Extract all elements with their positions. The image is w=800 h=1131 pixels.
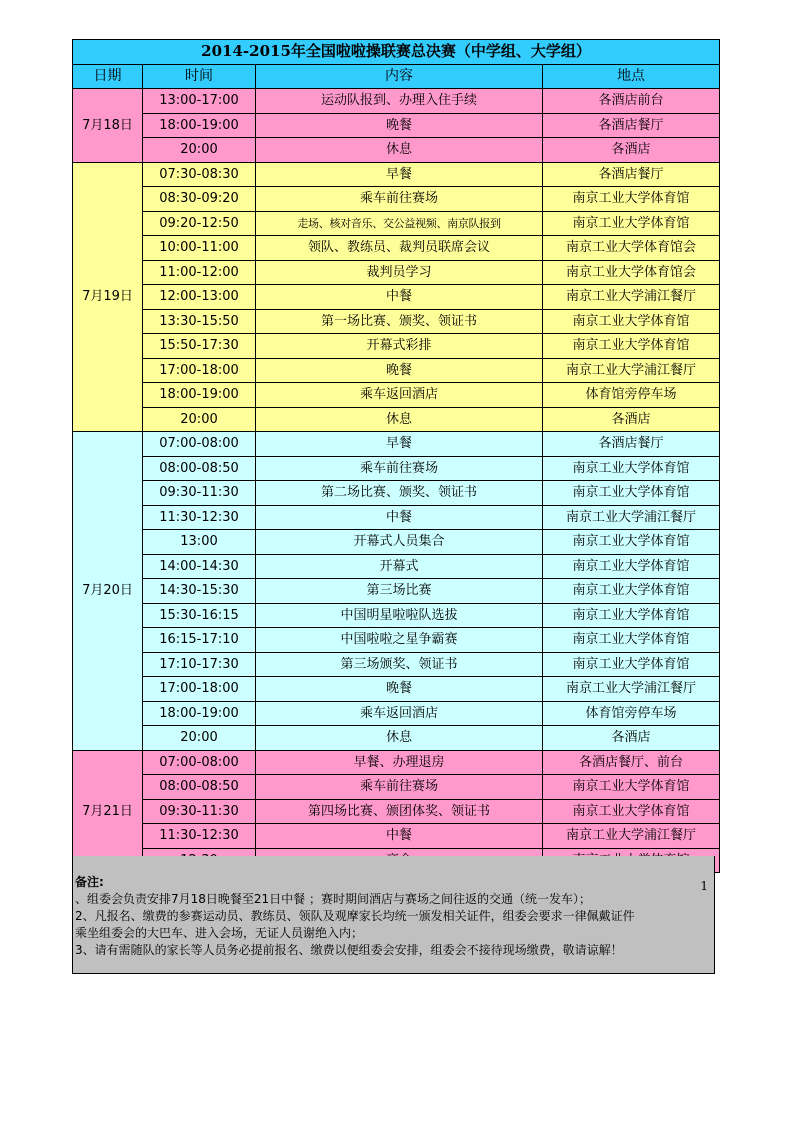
location-cell: 南京工业大学体育馆 xyxy=(543,628,720,653)
schedule-row xyxy=(73,579,720,604)
schedule-row xyxy=(73,799,720,824)
schedule-row xyxy=(73,677,720,702)
location-cell: 南京工业大学体育馆 xyxy=(543,481,720,506)
content-cell: 开幕式 xyxy=(256,554,543,579)
note-line: 2、凡报名、缴费的参赛运动员、教练员、领队及观摩家长均统一颁发相关证件，组委会要求一律佩戴证件 xyxy=(75,909,635,923)
sheet-title: 2014-2015年全国啦啦操联赛总决赛（中学组、大学组） xyxy=(73,40,720,65)
page-number: 1 xyxy=(700,879,708,893)
location-cell: 南京工业大学体育馆 xyxy=(543,456,720,481)
location-cell: 南京工业大学体育馆 xyxy=(543,211,720,236)
time-cell: 20:00 xyxy=(143,407,256,432)
schedule-row xyxy=(73,162,720,187)
time-cell: 13:30-15:50 xyxy=(143,309,256,334)
schedule-row xyxy=(73,701,720,726)
schedule-row xyxy=(73,236,720,261)
schedule-row xyxy=(73,726,720,751)
content-cell: 乘车返回酒店 xyxy=(256,383,543,408)
header-row xyxy=(73,64,720,89)
schedule-row xyxy=(73,358,720,383)
location-cell: 各酒店 xyxy=(543,726,720,751)
location-cell: 南京工业大学体育馆会 xyxy=(543,236,720,261)
schedule-row xyxy=(73,750,720,775)
time-cell: 08:00-08:50 xyxy=(143,775,256,800)
content-cell: 运动队报到、办理入住手续 xyxy=(256,89,543,114)
location-cell: 南京工业大学浦江餐厅 xyxy=(543,358,720,383)
location-cell: 各酒店餐厅 xyxy=(543,162,720,187)
time-cell: 11:30-12:30 xyxy=(143,505,256,530)
location-cell: 各酒店餐厅、前台 xyxy=(543,750,720,775)
content-cell: 早餐 xyxy=(256,432,543,457)
content-cell: 晚餐 xyxy=(256,113,543,138)
time-cell: 09:30-11:30 xyxy=(143,481,256,506)
location-cell: 南京工业大学体育馆 xyxy=(543,603,720,628)
location-cell: 各酒店餐厅 xyxy=(543,113,720,138)
header-time: 时间 xyxy=(143,64,256,89)
title-row xyxy=(73,40,720,65)
location-cell: 南京工业大学体育馆会 xyxy=(543,260,720,285)
notes-box xyxy=(72,856,715,974)
time-cell: 18:00-19:00 xyxy=(143,701,256,726)
schedule-row xyxy=(73,260,720,285)
location-cell: 体育馆旁停车场 xyxy=(543,383,720,408)
schedule-row xyxy=(73,285,720,310)
time-cell: 08:00-08:50 xyxy=(143,456,256,481)
location-cell: 南京工业大学体育馆 xyxy=(543,554,720,579)
content-cell: 休息 xyxy=(256,726,543,751)
time-cell: 20:00 xyxy=(143,726,256,751)
content-cell: 中餐 xyxy=(256,824,543,849)
note-line: 、组委会负责安排7月18日晚餐至21日中餐 ；赛时期间酒店与赛场之间往返的交通（统一发车）； xyxy=(75,892,591,906)
content-cell: 裁判员学习 xyxy=(256,260,543,285)
schedule-row xyxy=(73,138,720,163)
content-cell: 休息 xyxy=(256,407,543,432)
content-cell: 晚餐 xyxy=(256,358,543,383)
location-cell: 南京工业大学浦江餐厅 xyxy=(543,824,720,849)
header-date: 日期 xyxy=(73,64,143,89)
content-cell: 晚餐 xyxy=(256,677,543,702)
content-cell: 休息 xyxy=(256,138,543,163)
content-cell: 第四场比赛、颁团体奖、领证书 xyxy=(256,799,543,824)
date-cell: 7月19日 xyxy=(73,162,143,432)
time-cell: 07:30-08:30 xyxy=(143,162,256,187)
content-cell: 中餐 xyxy=(256,505,543,530)
time-cell: 09:20-12:50 xyxy=(143,211,256,236)
location-cell: 体育馆旁停车场 xyxy=(543,701,720,726)
location-cell: 南京工业大学体育馆 xyxy=(543,652,720,677)
content-cell: 中餐 xyxy=(256,285,543,310)
schedule-row xyxy=(73,89,720,114)
location-cell: 各酒店餐厅 xyxy=(543,432,720,457)
schedule-row xyxy=(73,113,720,138)
schedule-row xyxy=(73,211,720,236)
content-cell: 早餐 xyxy=(256,162,543,187)
time-cell: 17:10-17:30 xyxy=(143,652,256,677)
content-cell: 第三场颁奖、领证书 xyxy=(256,652,543,677)
schedule-row xyxy=(73,383,720,408)
time-cell: 14:30-15:30 xyxy=(143,579,256,604)
time-cell: 15:50-17:30 xyxy=(143,334,256,359)
content-cell: 第二场比赛、颁奖、领证书 xyxy=(256,481,543,506)
header-location: 地点 xyxy=(543,64,720,89)
location-cell: 各酒店前台 xyxy=(543,89,720,114)
time-cell: 13:00 xyxy=(143,530,256,555)
date-cell: 7月18日 xyxy=(73,89,143,163)
time-cell: 13:00-17:00 xyxy=(143,89,256,114)
notes-heading: 备注: xyxy=(75,875,104,889)
content-cell: 第一场比赛、颁奖、领证书 xyxy=(256,309,543,334)
schedule-row xyxy=(73,603,720,628)
content-cell: 走场、核对音乐、交公益视频、南京队报到 xyxy=(256,211,543,236)
schedule-row xyxy=(73,309,720,334)
time-cell: 07:00-08:00 xyxy=(143,750,256,775)
content-cell: 领队、教练员、裁判员联席会议 xyxy=(256,236,543,261)
location-cell: 南京工业大学体育馆 xyxy=(543,775,720,800)
content-cell: 开幕式人员集合 xyxy=(256,530,543,555)
content-cell: 乘车前往赛场 xyxy=(256,187,543,212)
schedule-row xyxy=(73,824,720,849)
location-cell: 各酒店 xyxy=(543,407,720,432)
date-cell: 7月21日 xyxy=(73,750,143,873)
location-cell: 南京工业大学体育馆 xyxy=(543,187,720,212)
content-cell: 乘车前往赛场 xyxy=(256,775,543,800)
schedule-row xyxy=(73,554,720,579)
time-cell: 17:00-18:00 xyxy=(143,358,256,383)
schedule-row xyxy=(73,652,720,677)
location-cell: 南京工业大学浦江餐厅 xyxy=(543,505,720,530)
schedule-row xyxy=(73,775,720,800)
content-cell: 乘车返回酒店 xyxy=(256,701,543,726)
header-content: 内容 xyxy=(256,64,543,89)
schedule-row xyxy=(73,407,720,432)
schedule-row xyxy=(73,334,720,359)
schedule-row xyxy=(73,187,720,212)
location-cell: 南京工业大学体育馆 xyxy=(543,799,720,824)
time-cell: 17:00-18:00 xyxy=(143,677,256,702)
date-cell: 7月20日 xyxy=(73,432,143,751)
content-cell: 第三场比赛 xyxy=(256,579,543,604)
schedule-row xyxy=(73,481,720,506)
note-line: 乘坐组委会的大巴车、进入会场，无证人员谢绝入内； xyxy=(75,926,364,940)
time-cell: 14:00-14:30 xyxy=(143,554,256,579)
content-cell: 开幕式彩排 xyxy=(256,334,543,359)
content-cell: 中国啦啦之星争霸赛 xyxy=(256,628,543,653)
time-cell: 18:00-19:00 xyxy=(143,383,256,408)
schedule-table xyxy=(72,39,720,873)
location-cell: 南京工业大学浦江餐厅 xyxy=(543,677,720,702)
time-cell: 10:00-11:00 xyxy=(143,236,256,261)
schedule-row xyxy=(73,628,720,653)
location-cell: 南京工业大学体育馆 xyxy=(543,334,720,359)
schedule-row xyxy=(73,456,720,481)
location-cell: 南京工业大学体育馆 xyxy=(543,579,720,604)
content-cell: 乘车前往赛场 xyxy=(256,456,543,481)
schedule-row xyxy=(73,505,720,530)
content-cell: 中国明星啦啦队选拔 xyxy=(256,603,543,628)
time-cell: 09:30-11:30 xyxy=(143,799,256,824)
time-cell: 20:00 xyxy=(143,138,256,163)
time-cell: 11:00-12:00 xyxy=(143,260,256,285)
time-cell: 12:00-13:00 xyxy=(143,285,256,310)
location-cell: 各酒店 xyxy=(543,138,720,163)
schedule-row xyxy=(73,530,720,555)
location-cell: 南京工业大学体育馆 xyxy=(543,309,720,334)
time-cell: 08:30-09:20 xyxy=(143,187,256,212)
time-cell: 15:30-16:15 xyxy=(143,603,256,628)
location-cell: 南京工业大学浦江餐厅 xyxy=(543,285,720,310)
note-line: 3、请有需随队的家长等人员务必提前报名、缴费以便组委会安排，组委会不接待现场缴费，敬请谅解！ xyxy=(75,943,623,957)
content-cell: 早餐、办理退房 xyxy=(256,750,543,775)
time-cell: 11:30-12:30 xyxy=(143,824,256,849)
location-cell: 南京工业大学体育馆 xyxy=(543,530,720,555)
time-cell: 18:00-19:00 xyxy=(143,113,256,138)
time-cell: 07:00-08:00 xyxy=(143,432,256,457)
time-cell: 16:15-17:10 xyxy=(143,628,256,653)
schedule-row xyxy=(73,432,720,457)
